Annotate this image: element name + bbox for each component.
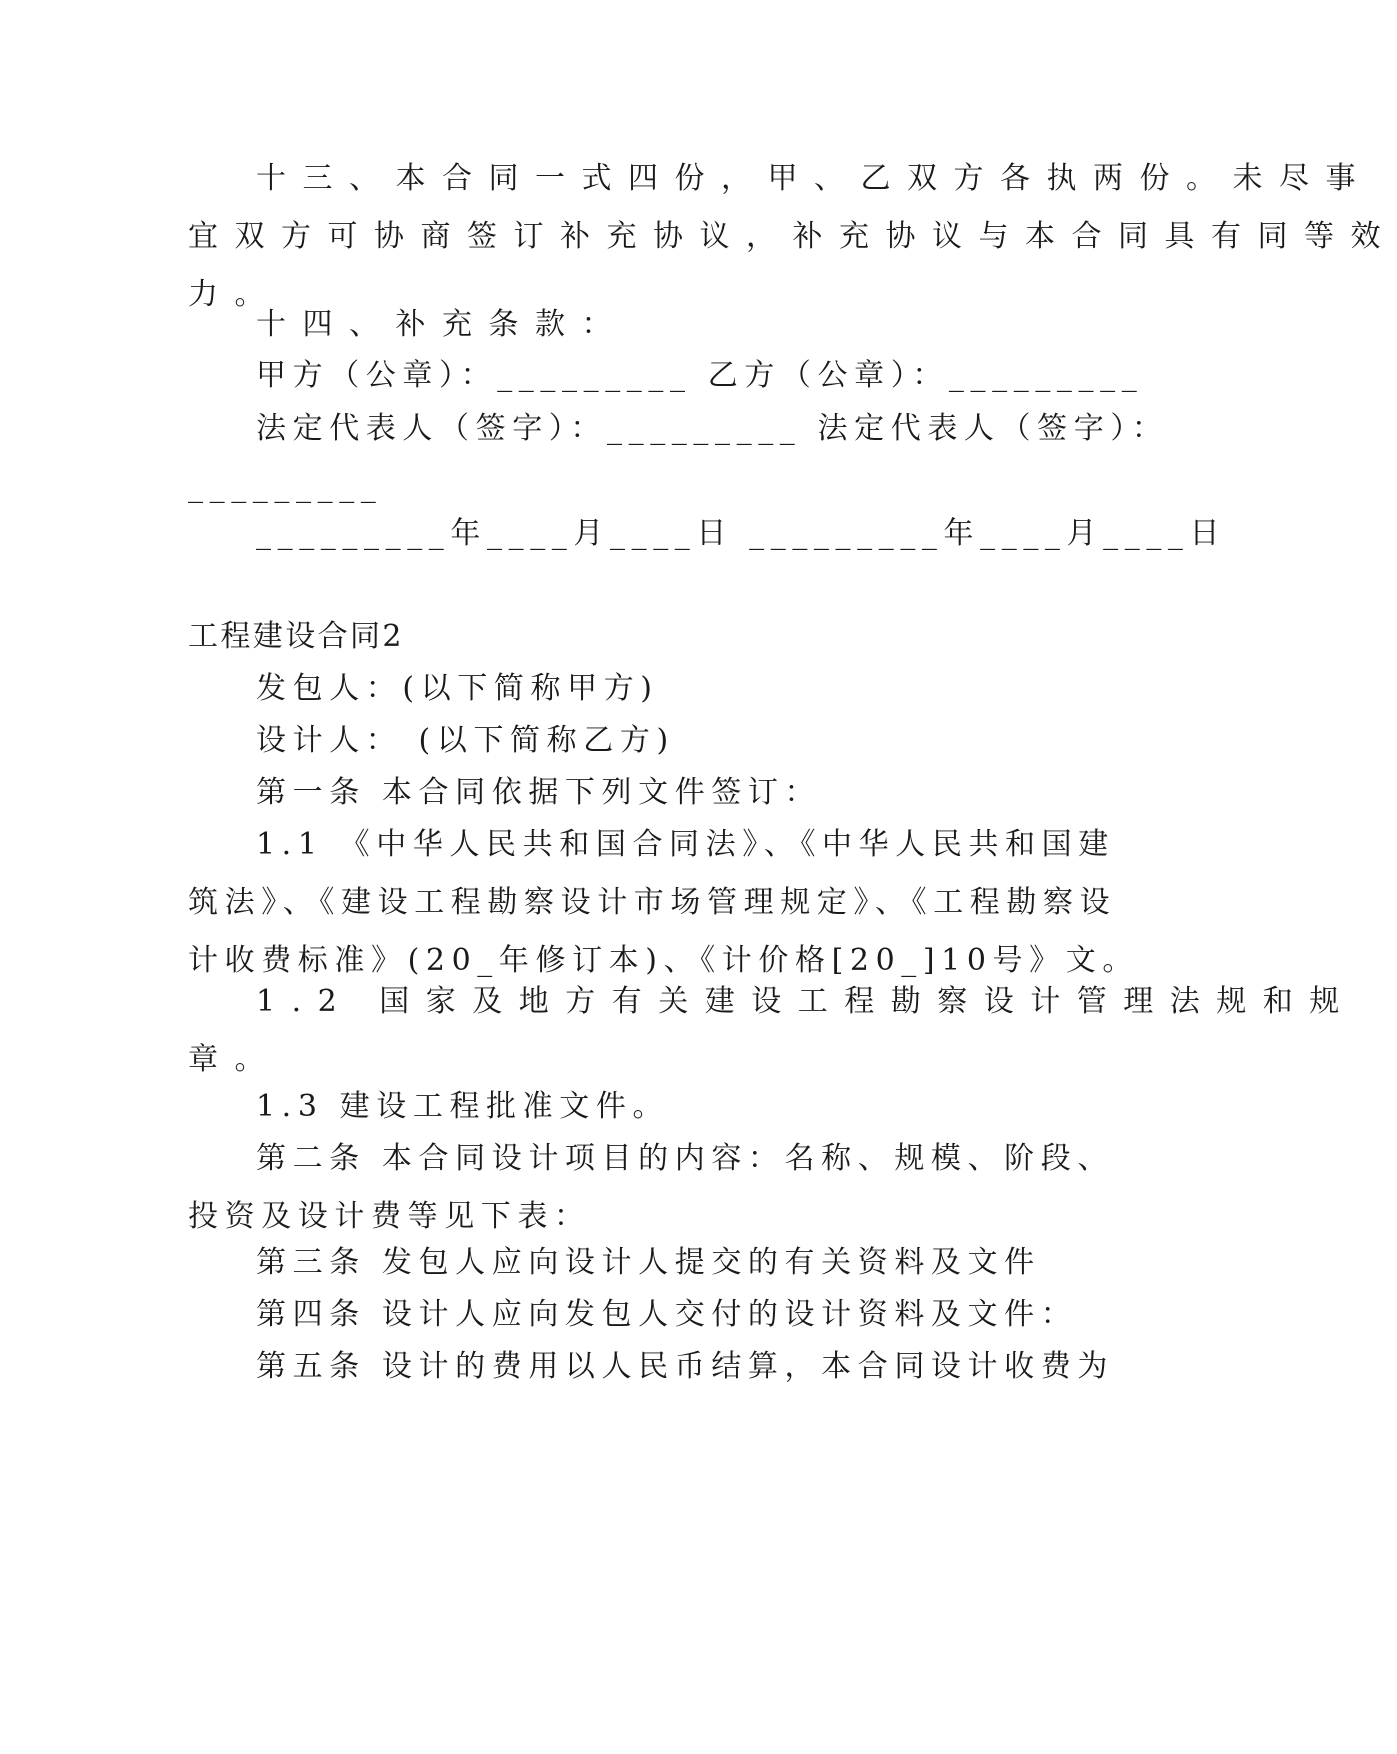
contract-2-title: 工程建设合同2: [188, 619, 404, 654]
designer-line: 设计人： (以下简称乙方): [256, 723, 675, 758]
paragraph-line: 计收费标准》(20_年修订本)、《计价格[20_]10号》文。: [188, 943, 1139, 978]
paragraph-line: 十三、本合同一式四份，甲、乙双方各执两份。未尽事: [256, 161, 1372, 196]
paragraph-line: 投资及设计费等见下表：: [188, 1199, 591, 1234]
paragraph-line: 力。: [188, 277, 281, 312]
paragraph-line: 章。: [188, 1042, 281, 1077]
paragraph-line: _________: [188, 469, 383, 504]
section-14-heading: 十四、补充条款：: [256, 307, 628, 342]
item-1-3-line: 1.3 建设工程批准文件。: [256, 1089, 670, 1124]
paragraph-line: 1.1 《中华人民共和国合同法》、《中华人民共和国建: [256, 827, 1115, 862]
paragraph-line: 1.2 国家及地方有关建设工程勘察设计管理法规和规: [256, 984, 1356, 1019]
paragraph-line: 宜双方可协商签订补充协议，补充协议与本合同具有同等效: [188, 219, 1397, 254]
paragraph-line: 法定代表人（签字）：_________ 法定代表人（签字）：: [256, 411, 1169, 446]
employer-line: 发包人：(以下简称甲方): [256, 671, 659, 706]
article-1-heading: 第一条 本合同依据下列文件签订：: [256, 775, 822, 810]
legal-representative-paragraph: [188, 400, 1169, 516]
article-4-line: 第四条 设计人应向发包人交付的设计资料及文件：: [256, 1297, 1078, 1332]
item-1-1-paragraph: [188, 816, 1139, 990]
paragraph-line: 筑法》、《建设工程勘察设计市场管理规定》、《工程勘察设: [188, 885, 1117, 920]
article-5-line: 第五条 设计的费用以人民币结算，本合同设计收费为: [256, 1349, 1114, 1384]
article-3-line: 第三条 发包人应向设计人提交的有关资料及文件: [256, 1245, 1041, 1280]
party-seal-line: 甲方（公章）：_________ 乙方（公章）：_________: [256, 358, 1144, 393]
item-1-2-paragraph: [188, 973, 1356, 1089]
article-2-paragraph: [188, 1130, 1114, 1246]
paragraph-line: 第二条 本合同设计项目的内容：名称、规模、阶段、: [256, 1141, 1114, 1176]
signing-date-line: _________年____月____日 _________年____月____日: [256, 516, 1227, 551]
